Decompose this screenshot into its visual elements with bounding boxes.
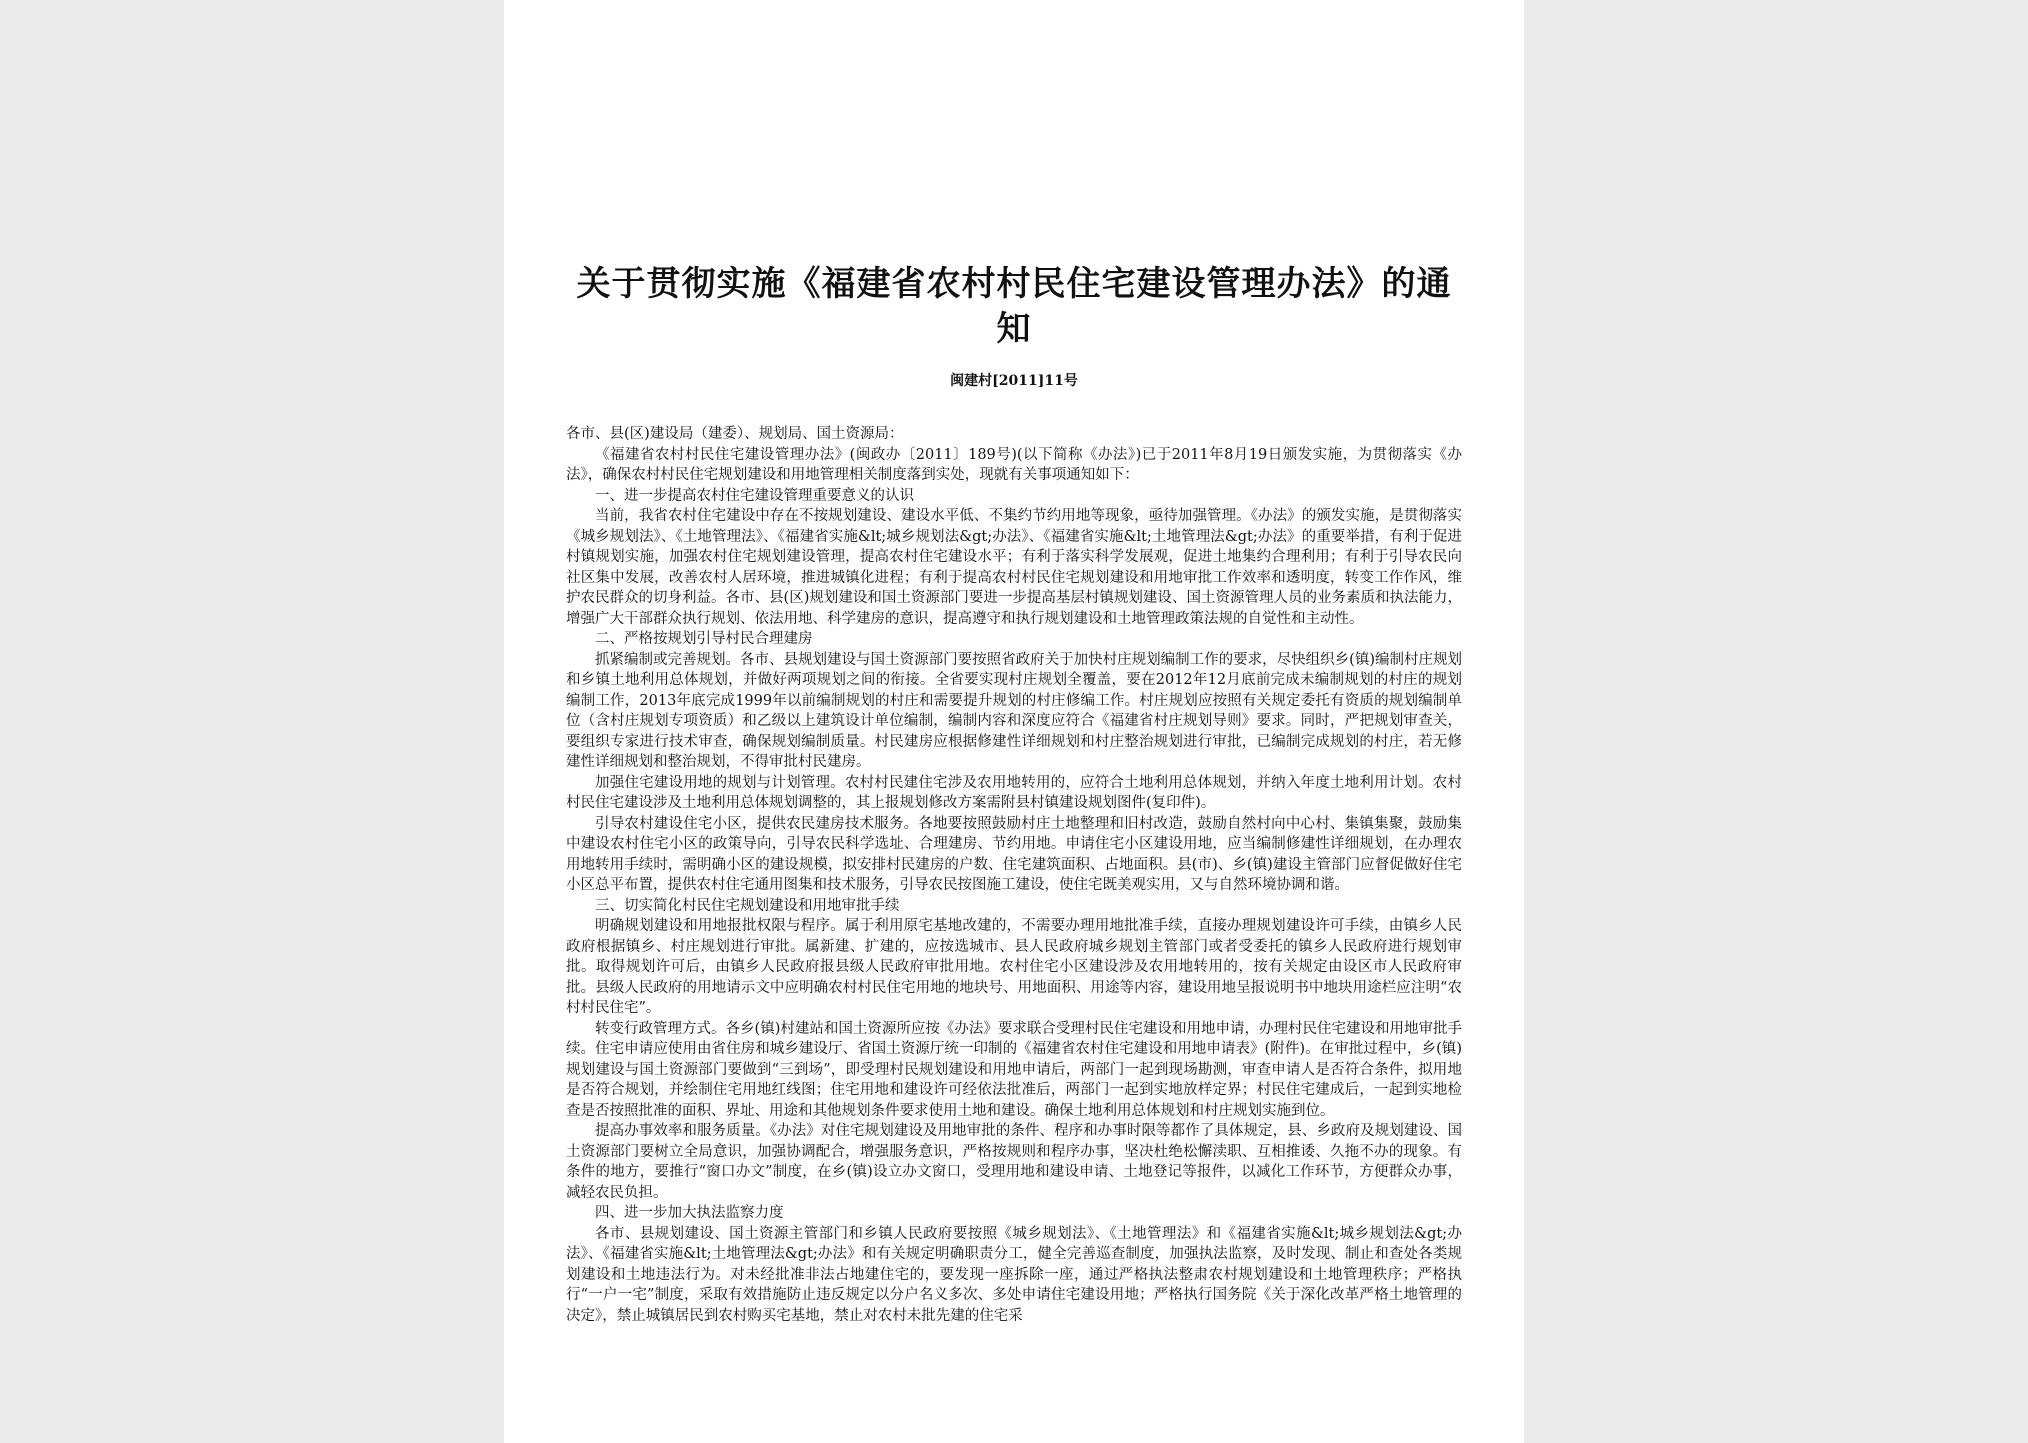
paragraph: 转变行政管理方式。各乡(镇)村建站和国土资源所应按《办法》要求联合受理村民住宅建设和用地申请，办理村民住宅建设和用地审批手续。住宅申请应使用由省住房和城乡建设厅、省国土资源厅统一印制的《福建省农村住宅建设和用地申请表》(附件)。在审批过程中，乡(镇)规划建设与国土资源部门要做到“三到场”，即受理村民规划建设和用地申请后，两部门一起到现场勘测，审查申请人是否符合条件，拟用地是否符合规划，并绘制住宅用地红线图；住宅用地和建设许可经依法批准后，两部门一起到实地放样定界；村民住宅建成后，一起到实地检查是否按照批准的面积、界址、用途和其他规划条件要求使用土地和建设。确保土地利用总体规划和村庄规划实施到位。 — [566, 1020, 1462, 1119]
document-number: 闽建村[2011]11号 — [950, 373, 1078, 389]
intro-paragraph: 《福建省农村村民住宅建设管理办法》(闽政办〔2011〕189号)(以下简称《办法》)已于2011年8月19日颁发实施，为贯彻落实《办法》，确保农村村民住宅规划建设和用地管理相关制度落到实处，现就有关事项通知如下： — [566, 446, 1462, 483]
section-heading-4: 四、进一步加大执法监察力度 — [595, 1205, 784, 1221]
document-body — [566, 424, 1462, 1326]
section-heading-1: 一、进一步提高农村住宅建设管理重要意义的认识 — [595, 487, 914, 504]
document-page — [504, 0, 1524, 1443]
paragraph: 各市、县规划建设、国土资源主管部门和乡镇人民政府要按照《城乡规划法》、《土地管理法》和《福建省实施&lt;城乡规划法&gt;办法》、《福建省实施&lt;土地管理法&gt;办法》和有关规定明确职责分工，健全完善巡查制度，加强执法监察，及时发现、制止和查处各类规划建设和土地违法行为。对未经批准非法占地建住宅的，要发现一座拆除一座，通过严格执法整肃农村规划建设和土地管理秩序；严格执行“一户一宅”制度，采取有效措施防止违反规定以分户名义多次、多处申请住宅建设用地；严格执行国务院《关于深化改革严格土地管理的决定》，禁止城镇居民到农村购买宅基地，禁止对农村未批先建的住宅采 — [566, 1225, 1462, 1324]
paragraph: 提高办事效率和服务质量。《办法》对住宅规划建设及用地审批的条件、程序和办事时限等都作了具体规定，县、乡政府及规划建设、国土资源部门要树立全局意识，加强协调配合，增强服务意识，严格按规则和程序办事，坚决杜绝松懈渎职、互相推诿、久拖不办的现象。有条件的地方，要推行“窗口办文”制度，在乡(镇)设立办文窗口，受理用地和建设申请、土地登记等报件，以减化工作环节，方便群众办事，减轻农民负担。 — [566, 1123, 1462, 1201]
section-heading-2: 二、严格按规划引导村民合理建房 — [595, 631, 813, 647]
paragraph: 明确规划建设和用地报批权限与程序。属于利用原宅基地改建的，不需要办理用地批准手续，直接办理规划建设许可手续，由镇乡人民政府根据镇乡、村庄规划进行审批。属新建、扩建的，应按选城市、县人民政府城乡规划主管部门或者受委托的镇乡人民政府进行规划审批。取得规划许可后，由镇乡人民政府报县级人民政府审批用地。农村住宅小区建设涉及农用地转用的，按有关规定由设区市人民政府审批。县级人民政府的用地请示文中应明确农村村民住宅用地的地块号、用地面积、用途等内容，建设用地呈报说明书中地块用途栏应注明“农村村民住宅”。 — [566, 918, 1462, 1016]
paragraph: 引导农村建设住宅小区，提供农民建房技术服务。各地要按照鼓励村庄土地整理和旧村改造，鼓励自然村向中心村、集镇集聚，鼓励集中建设农村住宅小区的政策导向，引导农民科学选址、合理建房、节约用地。申请住宅小区建设用地，应当编制修建性详细规划，在办理农用地转用手续时，需明确小区的建设规模，拟安排村民建房的户数、住宅建筑面积、占地面积。县(市)、乡(镇)建设主管部门应督促做好住宅小区总平布置，提供农村住宅通用图集和技术服务，引导农民按图施工建设，使住宅既美观实用，又与自然环境协调和谐。 — [566, 815, 1462, 893]
paragraph: 抓紧编制或完善规划。各市、县规划建设与国土资源部门要按照省政府关于加快村庄规划编制工作的要求，尽快组织乡(镇)编制村庄规划和乡镇土地利用总体规划，并做好两项规划之间的衔接。全省要实现村庄规划全覆盖，要在2012年12月底前完成未编制规划的村庄的规划编制工作，2013年底完成1999年以前编制规划的村庄和需要提升规划的村庄修编工作。村庄规划应按照有关规定委托有资质的规划编制单位（含村庄规划专项资质）和乙级以上建筑设计单位编制，编制内容和深度应符合《福建省村庄规划导则》要求。同时，严把规划审查关，要组织专家进行技术审查，确保规划编制质量。村民建房应根据修建性详细规划和村庄整治规划进行审批，已编制完成规划的村庄，若无修建性详细规划和整治规划，不得审批村民建房。 — [566, 651, 1462, 770]
salutation: 各市、县(区)建设局（建委）、规划局、国土资源局： — [566, 426, 904, 442]
paragraph: 当前，我省农村住宅建设中存在不按规划建设、建设水平低、不集约节约用地等现象，亟待加强管理。《办法》的颁发实施，是贯彻落实《城乡规划法》、《土地管理法》、《福建省实施&lt;城乡规划法&gt;办法》、《福建省实施&lt;土地管理法&gt;办法》的重要举措，有利于促进村镇规划实施，加强农村住宅规划建设管理，提高农村住宅建设水平；有利于落实科学发展观，促进土地集约合理利用；有利于引导农民向社区集中发展，改善农村人居环境，推进城镇化进程；有利于提高农村村民住宅规划建设和用地审批工作效率和透明度，转变工作作风，维护农民群众的切身利益。各市、县(区)规划建设和国土资源部门要进一步提高基层村镇规划建设、国土资源管理人员的业务素质和执法能力，增强广大干部群众执行规划、依法用地、科学建房的意识，提高遵守和执行规划建设和土地管理政策法规的自觉性和主动性。 — [566, 508, 1462, 627]
section-heading-3: 三、切实简化村民住宅规划建设和用地审批手续 — [595, 897, 900, 914]
document-title: 关于贯彻实施《福建省农村村民住宅建设管理办法》的通知 — [576, 264, 1452, 349]
paragraph: 加强住宅建设用地的规划与计划管理。农村村民建住宅涉及农用地转用的，应符合土地利用总体规划，并纳入年度土地利用计划。农村村民住宅建设涉及土地利用总体规划调整的，其上报规划修改方案需附县村镇建设规划图件(复印件)。 — [566, 774, 1462, 811]
